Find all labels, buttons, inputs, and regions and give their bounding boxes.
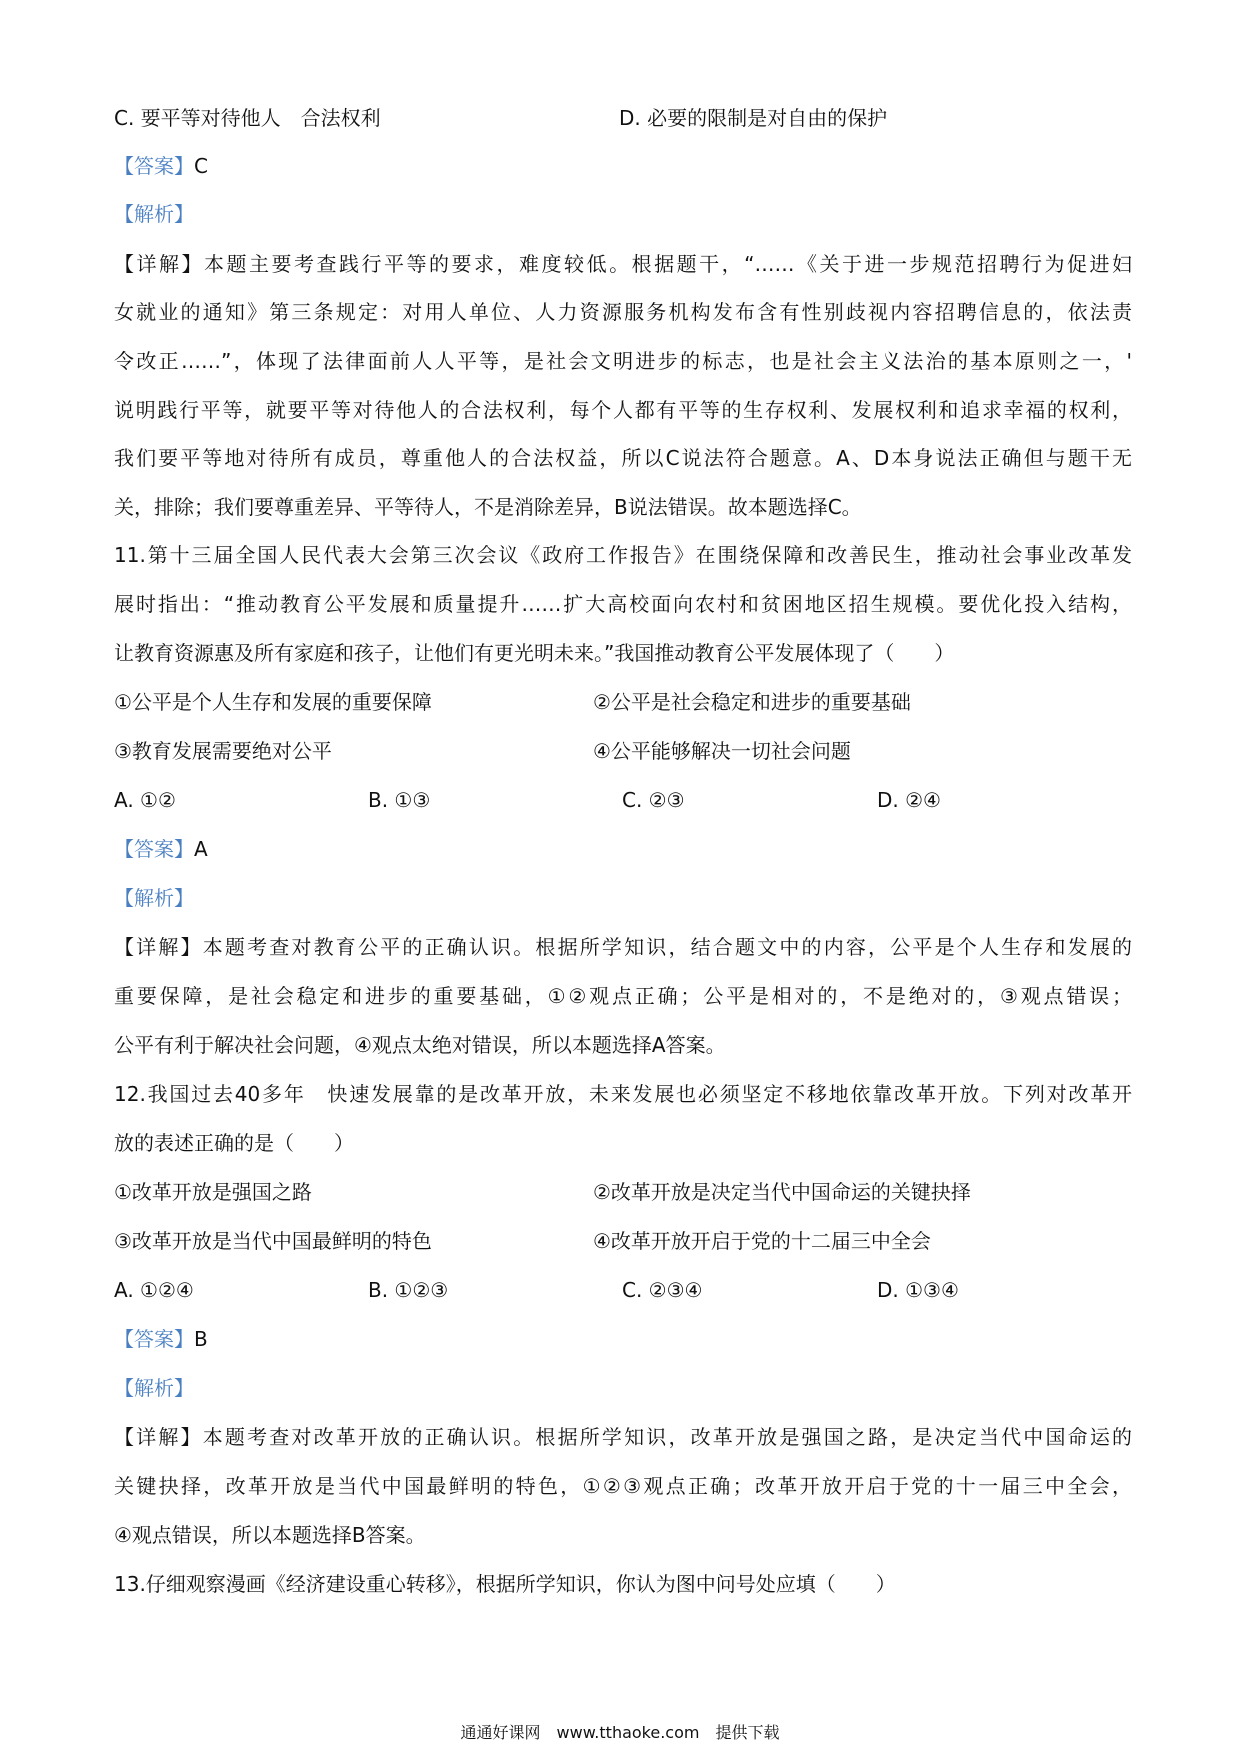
- q12-detail-line-2: 关键抉择，改革开放是当代中国最鲜明的特色，①②③观点正确；改革开放开启于党的十一届三中全会，: [114, 1474, 1132, 1498]
- q10-analysis-tag: 【解析】: [114, 202, 194, 226]
- q11-item-2: ②公平是社会稳定和进步的重要基础: [593, 690, 911, 714]
- q11-stem-line-3: 让教育资源惠及所有家庭和孩子，让他们有更光明未来。”我国推动教育公平发展体现了（ ）: [114, 641, 955, 665]
- answer-value: A: [194, 837, 208, 861]
- q10-detail-line-6: 关，排除；我们要尊重差异、平等待人，不是消除差异，B说法错误。故本题选择C。: [114, 495, 862, 519]
- answer-tag: 【答案】: [114, 837, 194, 861]
- q10-detail-line-2: 女就业的通知》第三条规定：对用人单位、人力资源服务机构发布含有性别歧视内容招聘信息的，依法责: [114, 300, 1132, 324]
- q12-stem-line-2: 放的表述正确的是（ ）: [114, 1131, 354, 1155]
- q12-item-2: ②改革开放是决定当代中国命运的关键抉择: [593, 1180, 971, 1204]
- q13-stem: 13.仔细观察漫画《经济建设重心转移》，根据所学知识，你认为图中问号处应填（ ）: [114, 1572, 896, 1596]
- q11-item-3: ③教育发展需要绝对公平: [114, 739, 332, 763]
- q12-option-b: B. ①②③: [368, 1278, 449, 1302]
- q12-option-c: C. ②③④: [622, 1278, 703, 1302]
- q12-option-d: D. ①③④: [877, 1278, 959, 1302]
- q10-detail-line-5: 我们要平等地对待所有成员，尊重他人的合法权益，所以C说法符合题意。A、D本身说法正确但与题干无: [114, 446, 1132, 470]
- q12-item-1: ①改革开放是强国之路: [114, 1180, 312, 1204]
- q11-option-d: D. ②④: [877, 788, 941, 812]
- q12-analysis-tag: 【解析】: [114, 1376, 194, 1400]
- detail-tag: 【详解】: [114, 252, 205, 276]
- q10-detail-line-1: [114, 250, 1132, 278]
- q11-detail-line-3: 公平有利于解决社会问题，④观点太绝对错误，所以本题选择A答案。: [114, 1033, 726, 1057]
- q12-detail-line-3: ④观点错误，所以本题选择B答案。: [114, 1523, 426, 1547]
- q12-answer: [114, 1325, 1132, 1353]
- page-footer: 通通好课网 www.tthaoke.com 提供下载: [460, 1723, 780, 1742]
- detail-text: 本题考查对改革开放的正确认识。根据所学知识，改革开放是强国之路，是决定当代中国命运的: [202, 1425, 1133, 1449]
- q12-stem-line-1: 12.我国过去40多年 快速发展靠的是改革开放，未来发展也必须坚定不移地依靠改革开放。下列对改革开: [114, 1082, 1132, 1106]
- answer-value: B: [194, 1327, 208, 1351]
- detail-tag: 【详解】: [114, 935, 203, 959]
- q12-detail-line-1: [114, 1423, 1132, 1451]
- q11-detail-line-1: [114, 933, 1132, 961]
- q10-detail-line-4: 说明践行平等，就要平等对待他人的合法权利，每个人都有平等的生存权利、发展权利和追求幸福的权利，: [114, 398, 1132, 422]
- q11-detail-line-2: 重要保障，是社会稳定和进步的重要基础，①②观点正确；公平是相对的，不是绝对的，③观点错误；: [114, 984, 1132, 1008]
- answer-tag: 【答案】: [114, 154, 194, 178]
- q10-detail-line-3: 令改正……”，体现了法律面前人人平等，是社会文明进步的标志，也是社会主义法治的基本原则之一，': [114, 349, 1132, 373]
- q11-item-1: ①公平是个人生存和发展的重要保障: [114, 690, 432, 714]
- answer-value: C: [194, 154, 208, 178]
- q11-option-a: A. ①②: [114, 788, 176, 812]
- detail-text: 本题考查对教育公平的正确认识。根据所学知识，结合题文中的内容，公平是个人生存和发展的: [202, 935, 1133, 959]
- q11-item-4: ④公平能够解决一切社会问题: [593, 739, 851, 763]
- q11-option-c: C. ②③: [622, 788, 685, 812]
- q11-answer: [114, 835, 1132, 863]
- q10-option-d: D. 必要的限制是对自由的保护: [619, 106, 888, 130]
- q10-option-c: C. 要平等对待他人 合法权利: [114, 106, 381, 130]
- detail-tag: 【详解】: [114, 1425, 203, 1449]
- answer-tag: 【答案】: [114, 1327, 194, 1351]
- q11-stem-line-2: 展时指出：“推动教育公平发展和质量提升……扩大高校面向农村和贫困地区招生规模。要优化投入结构，: [114, 592, 1132, 616]
- q12-option-a: A. ①②④: [114, 1278, 194, 1302]
- q10-answer: [114, 152, 1132, 180]
- q12-item-3: ③改革开放是当代中国最鲜明的特色: [114, 1229, 432, 1253]
- q12-item-4: ④改革开放开启于党的十二届三中全会: [593, 1229, 931, 1253]
- detail-text: 本题主要考查践行平等的要求，难度较低。根据题干，“……《关于进一步规范招聘行为促进妇: [204, 252, 1132, 276]
- q11-analysis-tag: 【解析】: [114, 886, 194, 910]
- q11-stem-line-1: 11.第十三届全国人民代表大会第三次会议《政府工作报告》在围绕保障和改善民生，推动社会事业改革发: [114, 543, 1132, 567]
- q11-option-b: B. ①③: [368, 788, 431, 812]
